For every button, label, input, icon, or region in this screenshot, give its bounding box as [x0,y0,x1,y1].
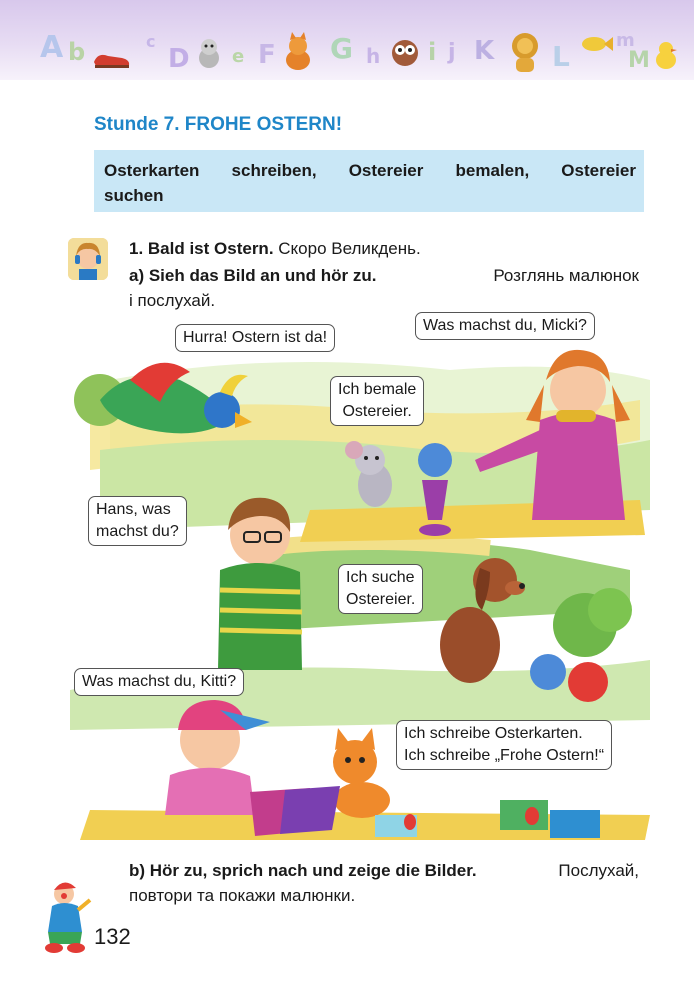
speech-text: Ich bemale [338,381,417,398]
topic-word: bemalen, [455,161,530,180]
speech-text: Ostereier. [346,591,416,608]
header-letter: G [330,32,353,65]
speech-text: machst du? [96,523,179,540]
lion-icon [506,30,544,74]
speech-bubble-girl [415,312,595,340]
speech-text: Ich suche [346,569,415,586]
boy-hans [218,498,302,670]
header-letter: j [448,40,456,65]
topic-word: suchen [104,186,164,205]
speech-text: Hans, was [96,501,171,518]
speech-bubble-kitti-question [74,668,244,696]
speech-bubble-parrot [175,324,335,352]
topic-word: Ostereier [348,161,424,180]
task-1-heading [129,236,639,261]
task-1a-translation-cont: і послухай. [129,291,216,310]
speech-text: Ich schreibe „Frohe Ostern!“ [404,747,605,764]
header-letter: b [68,38,86,66]
speech-text: Hurra! Ostern ist da! [183,329,328,346]
topic-word: schreiben, [231,161,317,180]
header-letter: m [616,30,635,51]
lesson-topics-box [94,150,644,212]
page-number: 132 [94,924,131,949]
header-letter: F [258,40,276,70]
task-1b [129,858,639,908]
fish-icon [580,34,614,54]
header-letter: c [146,32,156,51]
owl-icon [390,38,420,68]
header-letter: M [628,48,650,73]
easter-illustration [70,310,670,850]
speech-bubble-hans [88,496,187,546]
listening-boy-icon [68,238,108,280]
task-1a-translation: Розглянь малюнок [493,266,639,285]
dog-icon [194,36,224,70]
speech-bubble-mouse [330,376,424,426]
task-1a [129,263,639,313]
speech-bubble-dog [338,564,423,614]
task-1-translation: Скоро Великдень. [278,239,421,258]
speech-text: Ostereier. [342,403,412,420]
lesson-title: Stunde 7. FROHE OSTERN! [94,114,343,135]
cat-kitti [333,728,390,818]
task-1-title: 1. Bald ist Ostern. [129,239,274,258]
alphabet-header [0,0,694,80]
shoe-icon [92,48,132,70]
speech-text: Was machst du, Micki? [423,317,587,334]
speech-text: Was machst du, Kitti? [82,673,237,690]
header-letter: e [232,46,245,67]
header-letter: L [552,40,570,73]
task-1b-translation-cont: повтори та покажи малюнки. [129,886,356,905]
speech-bubble-boy [396,720,612,770]
header-letter: h [366,44,381,68]
topic-word: Osterkarten [104,161,200,180]
fox-icon [280,32,318,72]
header-letter: i [428,38,437,66]
header-letter: D [168,44,190,74]
clown-mascot-icon [38,880,92,954]
task-1b-translation: Послухай, [558,861,639,880]
topic-word: Ostereier [561,161,636,180]
header-letter: A [40,30,64,65]
task-1b-label: b) Hör zu, sprich nach und zeige die Bilder. [129,861,477,880]
header-letter: K [474,36,495,66]
speech-text: Ich schreibe Osterkarten. [404,725,583,742]
chick-icon [652,40,680,70]
task-1a-label: a) Sieh das Bild an und hör zu. [129,266,377,285]
